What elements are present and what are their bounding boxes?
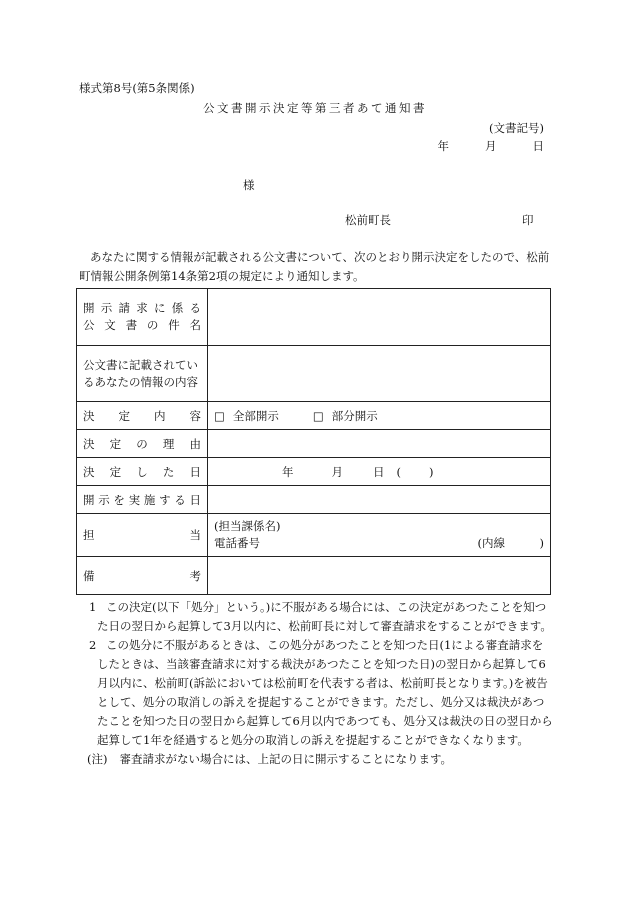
reason-label: 決定の理由: [77, 430, 208, 458]
subject-value: [208, 289, 551, 346]
contact-label-left: 担: [83, 528, 95, 542]
table-row: [77, 458, 551, 486]
decision-date-value: [208, 458, 551, 486]
document-code: (文書記号): [489, 121, 544, 135]
table-row: [77, 402, 551, 430]
note-2-text: この処分に不服があるときは、この処分があつたことを知つた日(1による審査請求をしたときは、当該審査請求に対する裁決があつたことを知つた日)の翌日から起算して6月以内に、松前町(訴訟においては松前町を代表する者は、松前町長となります。)を被告として、処分の取消しの訴えを提起することができます。ただし、処分又は裁決があつたことを知つた日の翌日から起算して6月以内であつても、処分又は裁決の日の翌日から起算して1年を経過すると処分の取消しの訴えを提起することができなくなります。: [97, 638, 553, 747]
remarks-value: [208, 557, 551, 595]
notes-section: [79, 598, 553, 769]
notice-table: [76, 288, 551, 595]
date-year: 年: [437, 139, 449, 153]
remark-text: 審査請求がない場合には、上記の日に開示することになります。: [119, 752, 453, 766]
sender-name: 松前町長: [345, 213, 391, 227]
table-row: [77, 430, 551, 458]
weekday-open: (: [396, 464, 401, 479]
recipient-suffix: 様: [243, 178, 255, 192]
decision-label: 決定内容: [77, 402, 208, 430]
decision-date-label: 決定した日: [77, 458, 208, 486]
decision-date-year: 年: [282, 464, 294, 479]
form-number: 様式第8号(第5条関係): [79, 81, 195, 95]
reason-value: [208, 430, 551, 458]
section-name: (担当課係名): [214, 519, 281, 533]
document-title: 公文書開示決定等第三者あて通知書: [203, 101, 427, 115]
subject-label-line2: 公文書の件名: [83, 318, 201, 332]
decision-date-day: 日: [373, 464, 385, 479]
subject-label-line1: 開示請求に係る: [83, 301, 201, 315]
table-row: [77, 289, 551, 346]
intro-paragraph: あなたに関する情報が記載される公文書について、次のとおり開示決定をしたので、松前町情報公開条例第14条第2項の規定により通知します。: [79, 250, 550, 283]
table-row: [77, 557, 551, 595]
note-1-number: 1: [89, 600, 97, 614]
seal-mark: 印: [522, 213, 534, 227]
issue-date: [438, 138, 545, 154]
remark-label: (注): [87, 752, 108, 766]
note-2: [79, 636, 553, 750]
disclosure-date-value: [208, 486, 551, 514]
remarks-label: [77, 557, 208, 595]
note-2-number: 2: [89, 638, 97, 652]
checkbox-icon[interactable]: □: [214, 408, 225, 423]
weekday-close: ): [429, 464, 434, 479]
info-content-label-line1: 公文書に記載されてい: [83, 357, 198, 372]
contact-value: [208, 514, 551, 557]
info-content-value: [208, 346, 551, 402]
subject-label: [77, 289, 208, 346]
phone-label: 電話番号: [214, 536, 260, 550]
disclosure-date-label: 開示を実施する日: [77, 486, 208, 514]
note-1-text: この決定(以下「処分」という。)に不服がある場合には、この決定があつたことを知つた日の翌日から起算して3月以内に、松前町長に対して審査請求をすることができます。: [97, 600, 552, 633]
table-row: [77, 486, 551, 514]
partial-disclosure-label: 部分開示: [331, 408, 378, 423]
extension-label: (内線 ): [477, 536, 544, 550]
table-row: [77, 346, 551, 402]
full-disclosure-option[interactable]: [214, 408, 279, 424]
date-month: 月: [485, 139, 497, 153]
remarks-label-left: 備: [83, 568, 95, 583]
remarks-label-right: 考: [189, 568, 201, 583]
checkbox-icon[interactable]: □: [312, 408, 324, 423]
contact-label: [77, 514, 208, 557]
info-content-label-line2: るあなたの情報の内容: [83, 374, 198, 389]
info-content-label: [77, 346, 208, 402]
remark: [79, 750, 553, 769]
partial-disclosure-option[interactable]: [313, 408, 378, 424]
decision-date-month: 月: [331, 464, 343, 479]
contact-label-right: 当: [189, 528, 201, 542]
note-1: [79, 598, 553, 636]
date-day: 日: [532, 139, 544, 153]
full-disclosure-label: 全部開示: [232, 408, 279, 423]
decision-options: [208, 402, 551, 430]
table-row: [77, 514, 551, 557]
